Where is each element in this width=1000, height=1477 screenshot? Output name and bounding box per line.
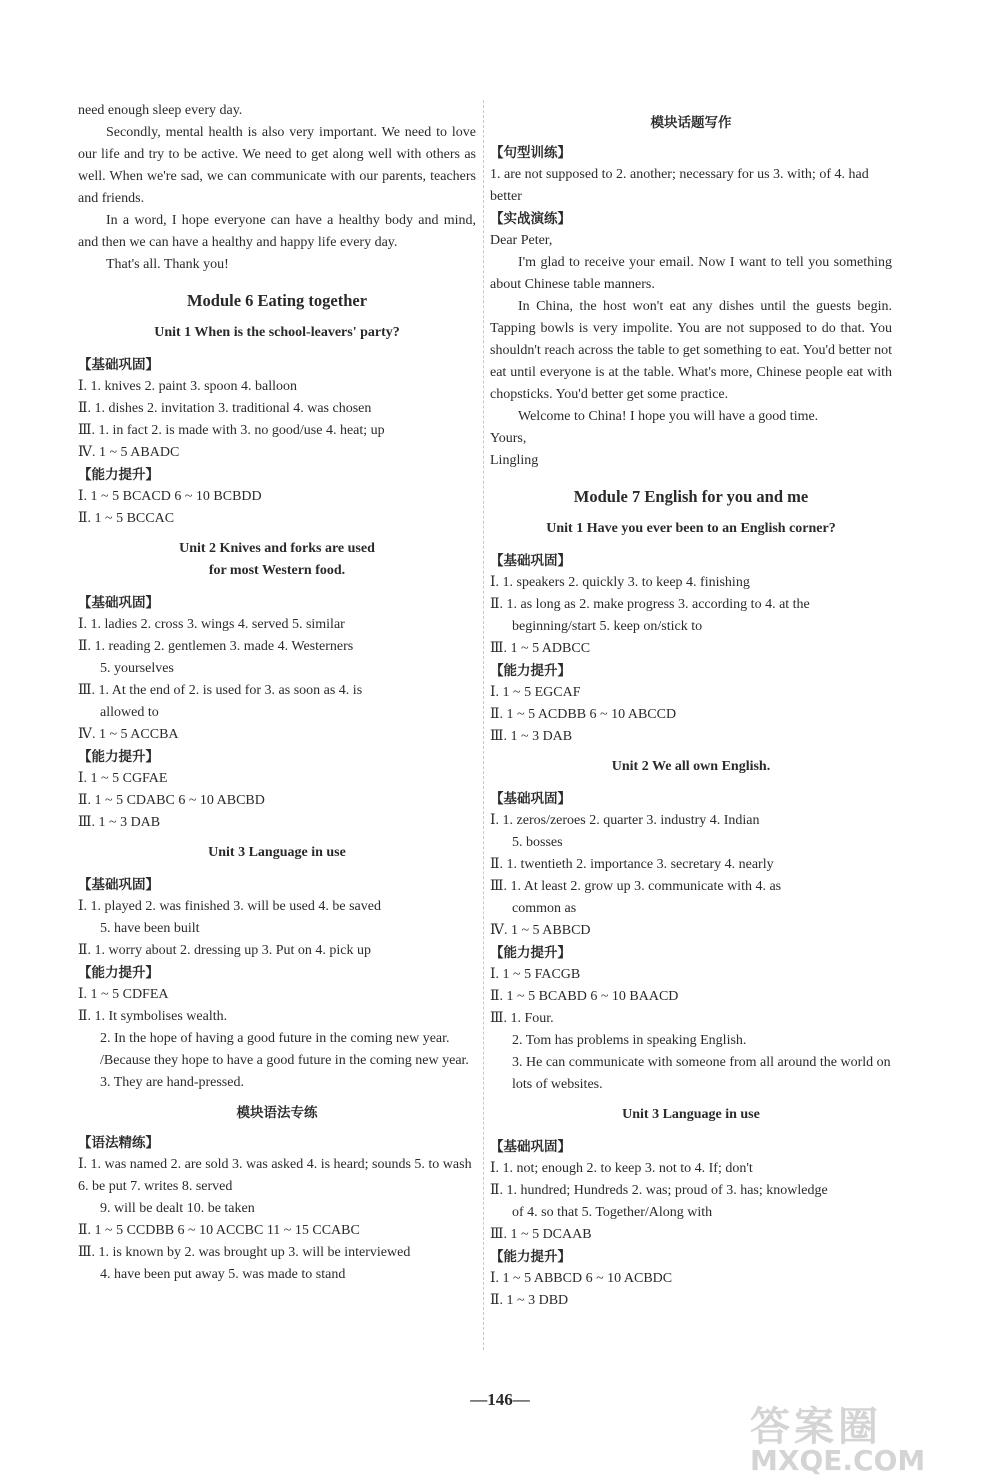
answer-line: Ⅱ. 1. worry about 2. dressing up 3. Put on 4. pick up [78, 943, 371, 958]
section-heading: 【基础巩固】 [78, 877, 159, 892]
answer-line: Ⅰ. 1. ladies 2. cross 3. wings 4. served 5. similar [78, 617, 345, 632]
answer-line: Ⅰ. 1 ~ 5 CGFAE [78, 771, 168, 786]
watermark [750, 1395, 960, 1477]
letter-paragraph: Welcome to China! I hope you will have a good time. [518, 409, 819, 424]
essay-paragraph: In a word, I hope everyone can have a healthy body and mind, and then we can have a healthy and happy life every day. [78, 213, 476, 250]
section-heading: 【基础巩固】 [490, 1139, 571, 1154]
answer-line: 1. are not supposed to 2. another; necessary for us 3. with; of 4. had better [490, 167, 869, 204]
answer-line: Ⅱ. 1 ~ 3 DBD [490, 1293, 569, 1308]
answer-line: Ⅲ. 1. is known by 2. was brought up 3. will be interviewed [78, 1245, 411, 1260]
section-heading: 【基础巩固】 [78, 595, 159, 610]
answer-line: Ⅲ. 1 ~ 3 DAB [490, 729, 573, 744]
essay-paragraph: Secondly, mental health is also very important. We need to love our life and try to be active. We need to get along well with others as well. When we're sad, we can communicate with our parents, teachers and friends. [78, 125, 476, 206]
answer-line-cont: common as [512, 901, 577, 916]
left-column [78, 100, 476, 1286]
unit-2-title: Unit 2 We all own English. [611, 759, 771, 774]
answer-line: Ⅱ. 1. hundred; Hundreds 2. was; proud of 3. has; knowledge [490, 1183, 828, 1198]
unit-2-title-cont: for most Western food. [208, 563, 346, 578]
unit-3-title: Unit 3 Language in use [622, 1107, 760, 1122]
letter-paragraph: In China, the host won't eat any dishes until the guests begin. Tapping bowls is very impolite. You are not supposed to do that. You shouldn't reach across the table to get something to eat. You'd better not eat until everyone is at the table. What's more, Chinese people eat with chopsticks. You'd better get some practice. [490, 299, 892, 402]
section-heading: 【能力提升】 [490, 1249, 571, 1264]
module-6-title: Module 6 Eating together [186, 291, 368, 310]
watermark-site: MXQE.COM [750, 1444, 926, 1477]
answer-line: Ⅲ. 1. in fact 2. is made with 3. no good/use 4. heat; up [78, 423, 385, 438]
answer-line-cont: 9. will be dealt 10. be taken [100, 1201, 255, 1216]
answer-line-cont: beginning/start 5. keep on/stick to [512, 619, 703, 634]
section-heading: 【能力提升】 [490, 945, 571, 960]
writing-section-title: 模块话题写作 [650, 115, 732, 130]
answer-line: Ⅰ. 1 ~ 5 BCACD 6 ~ 10 BCBDD [78, 489, 262, 504]
answer-line: Ⅱ. 1 ~ 5 CDABC 6 ~ 10 ABCBD [78, 793, 265, 808]
section-heading: 【能力提升】 [490, 663, 571, 678]
letter-greeting: Dear Peter, [490, 233, 553, 248]
answer-line: Ⅱ. 1. as long as 2. make progress 3. according to 4. at the [490, 597, 810, 612]
answer-line: Ⅲ. 1. At least 2. grow up 3. communicate with 4. as [490, 879, 782, 894]
answer-line: Ⅲ. 1. Four. [490, 1011, 554, 1026]
letter-closing: Yours, [490, 431, 527, 446]
grammar-section-title: 模块语法专练 [236, 1105, 318, 1120]
answer-line: Ⅰ. 1 ~ 5 CDFEA [78, 987, 169, 1002]
answer-line: Ⅰ. 1. played 2. was finished 3. will be used 4. be saved [78, 899, 381, 914]
answer-line: Ⅳ. 1 ~ 5 ABBCD [490, 923, 591, 938]
letter-signature: Lingling [490, 453, 539, 468]
unit-1-title: Unit 1 When is the school-leavers' party? [154, 325, 400, 340]
answer-line-cont: 2. Tom has problems in speaking English. [512, 1033, 747, 1048]
answer-line: Ⅰ. 1. knives 2. paint 3. spoon 4. balloon [78, 379, 298, 394]
answer-line: Ⅰ. 1. speakers 2. quickly 3. to keep 4. finishing [490, 575, 750, 590]
unit-3-title: Unit 3 Language in use [208, 845, 346, 860]
answer-line: Ⅱ. 1 ~ 5 CCDBB 6 ~ 10 ACCBC 11 ~ 15 CCABC [78, 1223, 360, 1238]
answer-line-cont: 3. He can communicate with someone from all around the world on lots of websites. [512, 1055, 891, 1092]
unit-1-title: Unit 1 Have you ever been to an English corner? [546, 521, 836, 536]
section-heading: 【实战演练】 [490, 211, 571, 226]
answer-line: Ⅱ. 1. It symbolises wealth. [78, 1009, 228, 1024]
answer-line: Ⅱ. 1. dishes 2. invitation 3. traditional 4. was chosen [78, 401, 372, 416]
right-column [490, 100, 892, 1312]
section-heading: 【句型训练】 [490, 145, 571, 160]
section-heading: 【能力提升】 [78, 467, 159, 482]
answer-line-cont: 5. yourselves [100, 661, 174, 676]
answer-line: Ⅲ. 1. At the end of 2. is used for 3. as soon as 4. is [78, 683, 363, 698]
answer-line: Ⅲ. 1 ~ 3 DAB [78, 815, 161, 830]
answer-line: Ⅰ. 1. was named 2. are sold 3. was asked 4. is heard; sounds 5. to wash 6. be put 7. writes 8. served [78, 1157, 472, 1194]
answer-line: Ⅳ. 1 ~ 5 ACCBA [78, 727, 179, 742]
answer-line: Ⅱ. 1 ~ 5 BCABD 6 ~ 10 BAACD [490, 989, 679, 1004]
page-number: —146— [470, 1390, 530, 1409]
answer-line: Ⅰ. 1. not; enough 2. to keep 3. not to 4. If; don't [490, 1161, 753, 1176]
answer-line: Ⅱ. 1. twentieth 2. importance 3. secretary 4. nearly [490, 857, 774, 872]
answer-line: Ⅳ. 1 ~ 5 ABADC [78, 445, 180, 460]
answer-line: Ⅰ. 1 ~ 5 EGCAF [490, 685, 581, 700]
answer-line-cont: 3. They are hand-pressed. [100, 1075, 244, 1090]
essay-line: need enough sleep every day. [78, 103, 243, 118]
answer-line-cont: of 4. so that 5. Together/Along with [512, 1205, 713, 1220]
section-heading: 【基础巩固】 [490, 553, 571, 568]
answer-line: Ⅱ. 1 ~ 5 ACDBB 6 ~ 10 ABCCD [490, 707, 677, 722]
section-heading: 【语法精练】 [78, 1135, 159, 1150]
section-heading: 【基础巩固】 [490, 791, 571, 806]
watermark-logo: 答案圈 [750, 1404, 882, 1450]
answer-line: Ⅲ. 1 ~ 5 ADBCC [490, 641, 591, 656]
answer-line: Ⅱ. 1. reading 2. gentlemen 3. made 4. Westerners [78, 639, 354, 654]
answer-line: Ⅲ. 1 ~ 5 DCAAB [490, 1227, 592, 1242]
answer-line-cont: 5. have been built [100, 921, 200, 936]
unit-2-title: Unit 2 Knives and forks are used [179, 541, 375, 556]
letter-paragraph: I'm glad to receive your email. Now I want to tell you something about Chinese table manners. [490, 255, 892, 292]
section-heading: 【能力提升】 [78, 965, 159, 980]
answer-line: Ⅰ. 1. zeros/zeroes 2. quarter 3. industry 4. Indian [490, 813, 760, 828]
section-heading: 【基础巩固】 [78, 357, 159, 372]
answer-line-cont: 5. bosses [512, 835, 563, 850]
essay-paragraph: That's all. Thank you! [106, 257, 229, 272]
section-heading: 【能力提升】 [78, 749, 159, 764]
answer-line: Ⅰ. 1 ~ 5 FACGB [490, 967, 581, 982]
answer-line: Ⅱ. 1 ~ 5 BCCAC [78, 511, 175, 526]
answer-line-cont: 2. In the hope of having a good future in the coming new year. /Because they hope to have a good future in the coming new year. [100, 1031, 469, 1068]
column-divider [483, 100, 484, 1350]
answer-line-cont: allowed to [100, 705, 159, 720]
module-7-title: Module 7 English for you and me [573, 487, 809, 506]
answer-line-cont: 4. have been put away 5. was made to stand [100, 1267, 346, 1282]
answer-line: Ⅰ. 1 ~ 5 ABBCD 6 ~ 10 ACBDC [490, 1271, 673, 1286]
